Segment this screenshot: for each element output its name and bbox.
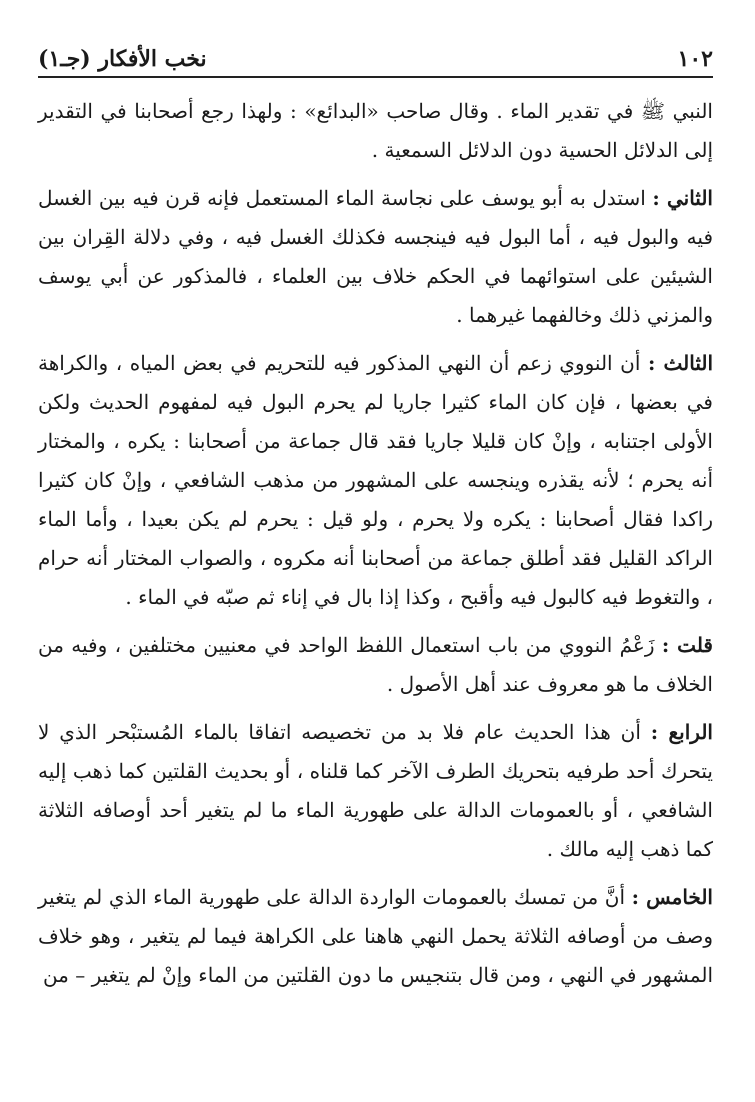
paragraph-lead: الخامس : [631, 885, 713, 909]
paragraph-text: أنَّ من تمسك بالعمومات الواردة الدالة على طهورية الماء الذي لم يتغير وصف من أوصافه الثلاثة يحمل النهي هاهنا على الكراهة فيما لم يتغير ، وهو خلاف المشهور في النهي ، ومن قال بتنجيس ما دون القلتين من الماء وإنْ لم يتغير – من [38, 885, 713, 987]
paragraph-second [38, 179, 713, 335]
book-title: نخب الأفكار (جـ١) [38, 46, 207, 72]
header-rule [38, 76, 713, 78]
paragraph-third [38, 344, 713, 617]
paragraph-lead: الثاني : [652, 186, 713, 210]
paragraph-text: أن النووي زعم أن النهي المذكور فيه للتحريم في بعض المياه ، والكراهة في بعضها ، فإن كان الماء كثيرا جاريا لم يحرم البول فيه لمفهوم الحديث ولكن الأولى اجتنابه ، وإنْ كان قليلا جاريا فقد قال جماعة من أصحابنا : يكره ، والمختار أنه يحرم ؛ لأنه يقذره وينجسه على المشهور من مذهب الشافعي ، وإنْ كان كثيرا راكدا فقال أصحابنا : يكره ولا يحرم ، ولو قيل : يحرم لم يكن بعيدا ، وأما الماء الراكد القليل فقد أطلق جماعة من أصحابنا أنه مكروه ، والصواب المختار أنه حرام ، والتغوط فيه كالبول فيه وأقبح ، وكذا إذا بال في إناء ثم صبّه في الماء . [38, 351, 713, 609]
page-header [38, 38, 713, 72]
paragraph-fourth [38, 713, 713, 869]
paragraph-continuation [38, 92, 713, 170]
paragraph-fifth [38, 878, 713, 995]
paragraph-text: النبي ﷺ في تقدير الماء . وقال صاحب «البدائع» : ولهذا رجع أصحابنا في التقدير إلى الدلائل الحسية دون الدلائل السمعية . [38, 99, 713, 162]
paragraph-lead: الثالث : [647, 351, 713, 375]
paragraph-text: استدل به أبو يوسف على نجاسة الماء المستعمل فإنه قرن فيه بين الغسل فيه والبول فيه ، أما البول فيه فينجسه فكذلك الغسل فيه ، وفي دلالة القِران بين الشيئين على استوائهما في الحكم خلاف بين العلماء ، فالمذكور عن أبي يوسف والمزني ذلك وخالفهما غيرهما . [38, 186, 713, 327]
paragraph-text: زَعْمُ النووي من باب استعمال اللفظ الواحد في معنيين مختلفين ، وفيه من الخلاف ما هو معروف عند أهل الأصول . [38, 633, 713, 696]
page-body [38, 92, 713, 1004]
paragraph-lead: قلت : [661, 633, 713, 657]
paragraph-text: أن هذا الحديث عام فلا بد من تخصيصه اتفاقا بالماء المُستبْحر الذي لا يتحرك أحد طرفيه بتحريك الطرف الآخر كما قلناه ، أو بحديث القلتين كما ذهب إليه الشافعي ، أو بالعمومات الدالة على طهورية الماء ما لم يتغير أحد أوصافه الثلاثة كما ذهب إليه مالك . [38, 720, 713, 861]
paragraph-lead: الرابع : [650, 720, 713, 744]
paragraph-qultu [38, 626, 713, 704]
page-number: ١٠٢ [677, 46, 713, 72]
